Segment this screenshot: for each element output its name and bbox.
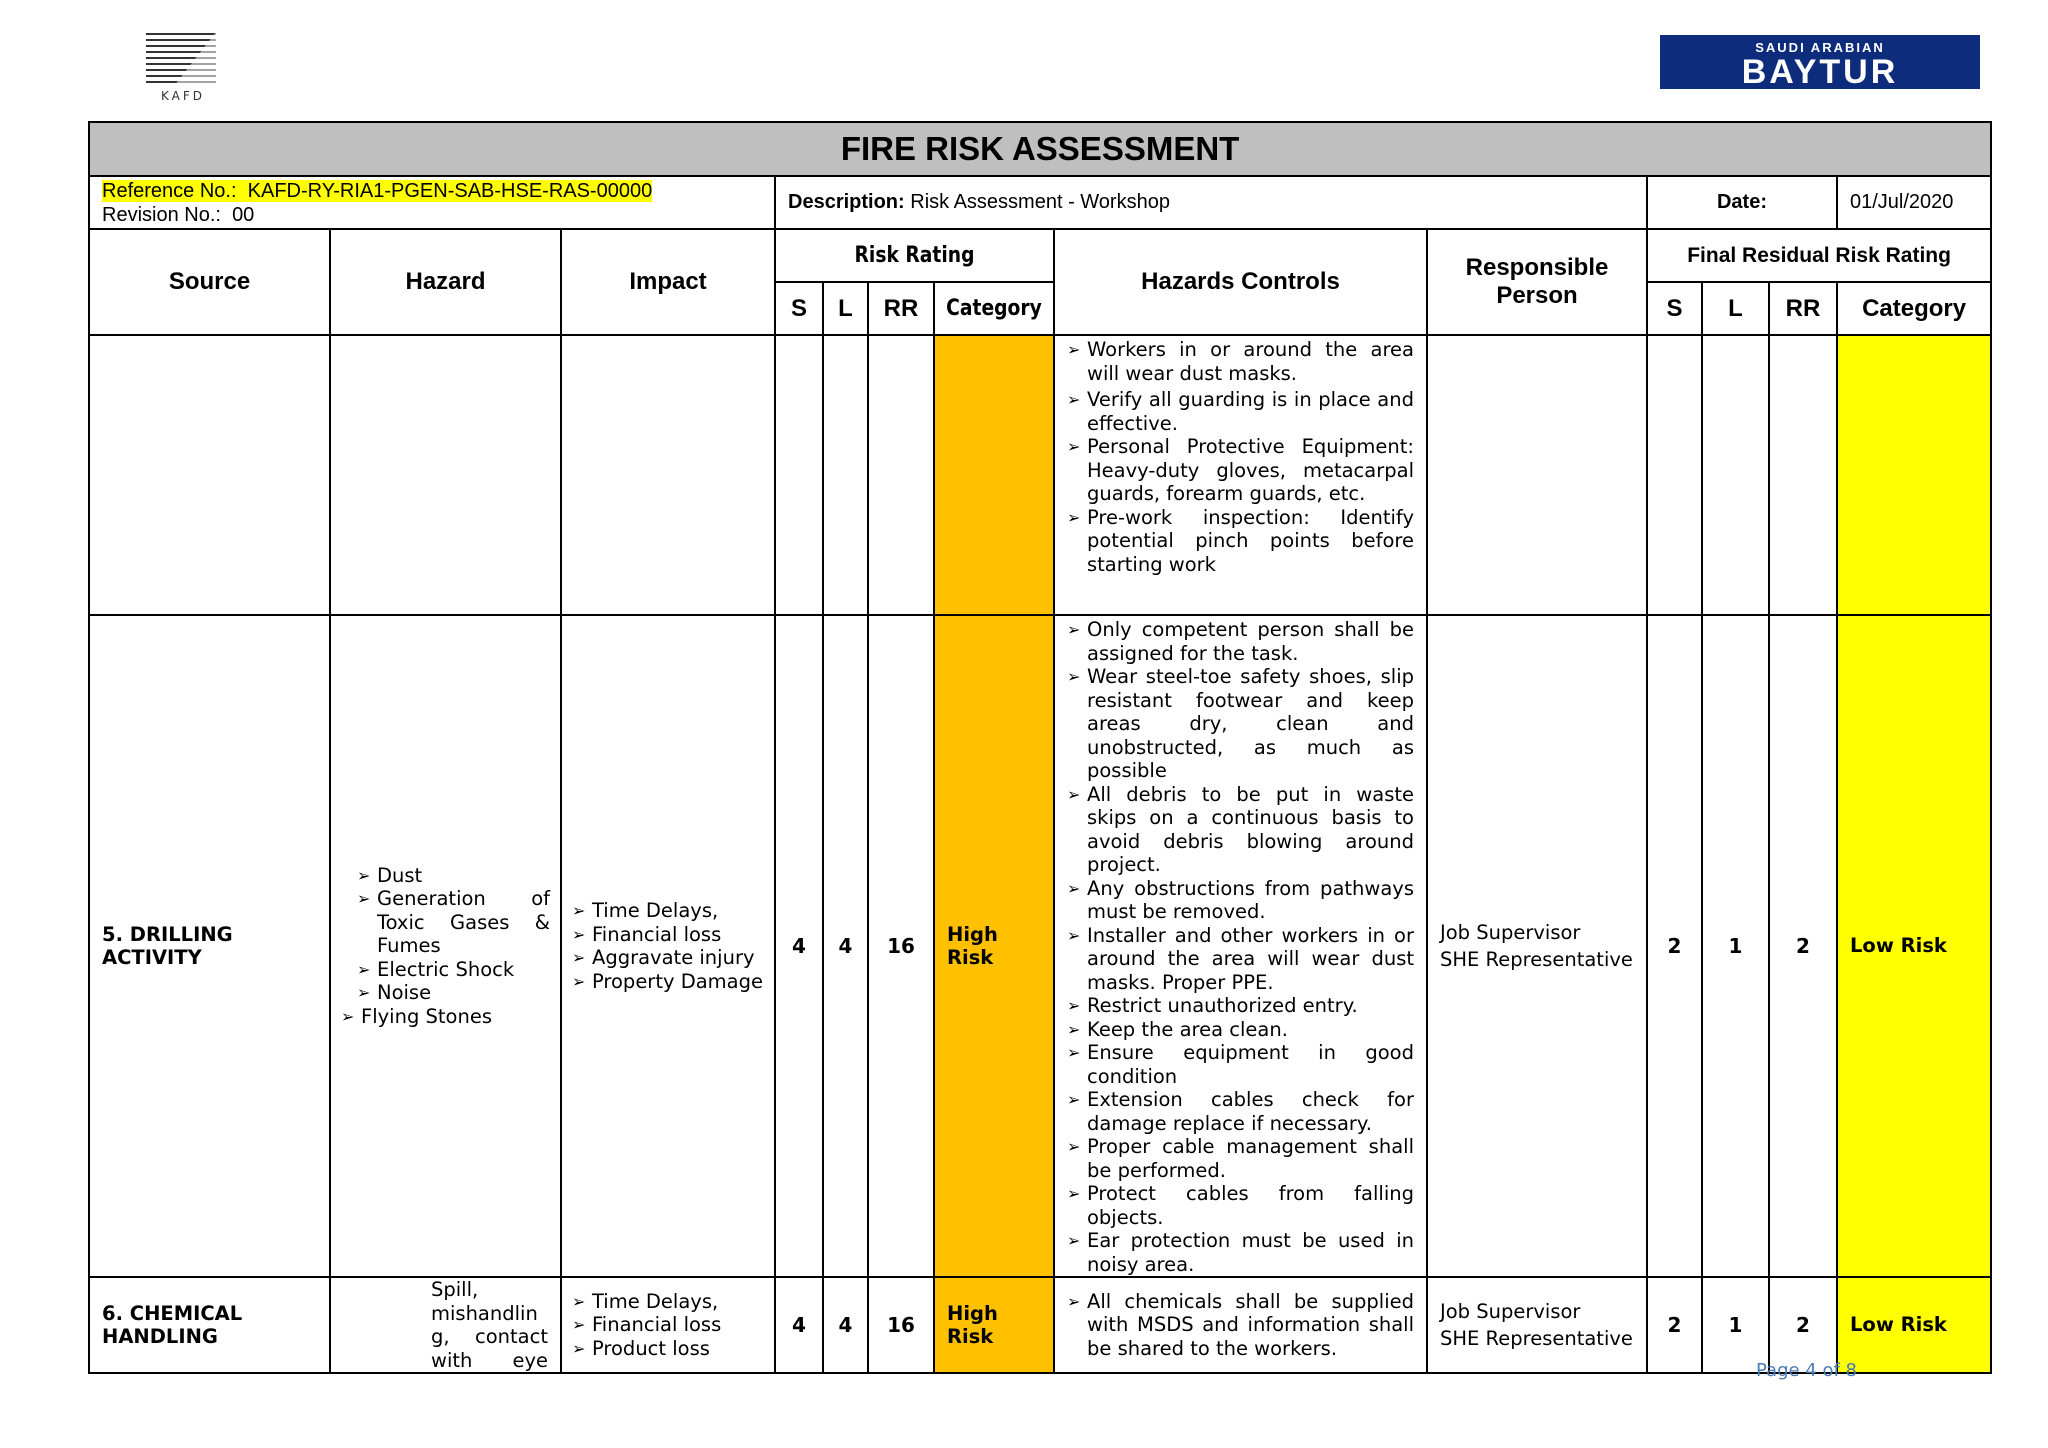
list-item: ➢ Time Delays,	[572, 1290, 764, 1314]
date-label: Date:	[1647, 176, 1837, 229]
list-item: ➢ Verify all guarding is in place and effective.	[1067, 388, 1414, 435]
reference-label: Reference No.:	[102, 179, 237, 202]
row1-l: 4	[823, 615, 868, 1277]
list-item: ➢ Proper cable management shall be performed.	[1067, 1135, 1414, 1182]
header-final-category: Category	[1837, 282, 1991, 335]
list-item: ➢ Financial loss	[572, 1313, 764, 1337]
row0-s	[775, 335, 823, 615]
risk-assessment-table	[88, 121, 1992, 1374]
row0-hazard	[330, 335, 561, 615]
date-value: 01/Jul/2020	[1837, 176, 1991, 229]
page-number: Page 4 of 8	[1756, 1360, 1857, 1381]
reference-cell	[89, 176, 775, 229]
header-risk-rating-cell	[775, 229, 1054, 282]
table-row	[89, 615, 1991, 1277]
list-item: ➢ All chemicals shall be supplied with MSDS and information shall be shared to the workers.	[1067, 1290, 1414, 1361]
reference-value: KAFD-RY-RIA1-PGEN-SAB-HSE-RAS-00000	[247, 179, 653, 202]
revision-value: 00	[232, 203, 255, 226]
description-cell	[775, 176, 1647, 229]
row2-source: 6. CHEMICAL HANDLING	[89, 1277, 330, 1373]
row1-final-s: 2	[1647, 615, 1702, 1277]
list-item: ➢ Property Damage	[572, 970, 764, 994]
row1-rr: 16	[868, 615, 934, 1277]
svg-text:KAFD: KAFD	[160, 89, 206, 103]
row1-controls	[1054, 615, 1427, 1277]
list-item: ➢ Pre-work inspection: Identify potential pinch points before starting work	[1067, 506, 1414, 577]
row1-source: 5. DRILLING ACTIVITY	[89, 615, 330, 1277]
revision-label: Revision No.:	[102, 203, 221, 226]
list-item: ➢ Product loss	[572, 1337, 764, 1361]
row0-impact	[561, 335, 775, 615]
row2-l: 4	[823, 1277, 868, 1373]
row2-impact	[561, 1277, 775, 1373]
list-item: ➢ Generation of Toxic Gases & Fumes	[357, 887, 550, 958]
list-item: ➢ Protect cables from falling objects.	[1067, 1182, 1414, 1229]
header-rr: RR	[868, 282, 934, 335]
row2-s: 4	[775, 1277, 823, 1373]
list-item: ➢ Workers in or around the area will wear dust masks.	[1067, 338, 1414, 385]
row0-rr	[868, 335, 934, 615]
row0-controls	[1054, 335, 1427, 615]
table-row	[89, 335, 1991, 615]
list-item: ➢ All debris to be put in waste skips on a continuous basis to avoid debris blowing around project.	[1067, 783, 1414, 877]
row1-impact	[561, 615, 775, 1277]
responsible-line: Job Supervisor	[1440, 1300, 1581, 1323]
list-item: ➢ Financial loss	[572, 923, 764, 947]
list-item: ➢ Installer and other workers in or around the area will wear dust masks. Proper PPE.	[1067, 924, 1414, 995]
row0-final-s	[1647, 335, 1702, 615]
baytur-logo-main: BAYTUR	[1741, 53, 1899, 91]
row0-final-l	[1702, 335, 1769, 615]
row2-final-category: Low Risk	[1837, 1277, 1991, 1373]
row1-hazard	[330, 615, 561, 1277]
row2-hazard: Spill, mishandlin g, contact with eye	[330, 1277, 561, 1373]
row2-rr: 16	[868, 1277, 934, 1373]
header-controls: Hazards Controls	[1054, 229, 1427, 335]
header-s: S	[775, 282, 823, 335]
responsible-line: SHE Representative	[1440, 948, 1633, 971]
row2-final-l: 1	[1702, 1277, 1769, 1373]
row2-final-rr: 2	[1769, 1277, 1837, 1373]
header-source: Source	[89, 229, 330, 335]
table-row	[89, 1277, 1991, 1373]
header-final-l: L	[1702, 282, 1769, 335]
row1-final-category: Low Risk	[1837, 615, 1991, 1277]
baytur-logo-sub: SAUDI ARABIAN	[1755, 40, 1885, 55]
header-l: L	[823, 282, 868, 335]
header-final-s: S	[1647, 282, 1702, 335]
header-category: Category	[946, 296, 1042, 321]
row1-final-l: 1	[1702, 615, 1769, 1277]
row2-category: High Risk	[934, 1277, 1054, 1373]
list-item: ➢ Personal Protective Equipment: Heavy-duty gloves, metacarpal guards, forearm guards, etc.	[1067, 435, 1414, 506]
responsible-line: SHE Representative	[1440, 1327, 1633, 1350]
description-label: Description:	[788, 191, 905, 213]
row1-responsible	[1427, 615, 1647, 1277]
header-category-cell	[934, 282, 1054, 335]
row0-category	[934, 335, 1054, 615]
list-item: ➢ Time Delays,	[572, 899, 764, 923]
header-final-rr: RR	[1769, 282, 1837, 335]
list-item: ➢ Ensure equipment in good condition	[1067, 1041, 1414, 1088]
list-item: ➢ Aggravate injury	[572, 946, 764, 970]
list-item: ➢ Only competent person shall be assigned for the task.	[1067, 618, 1414, 665]
header-impact: Impact	[561, 229, 775, 335]
list-item: ➢ Keep the area clean.	[1067, 1018, 1414, 1042]
row0-final-category	[1837, 335, 1991, 615]
row2-responsible	[1427, 1277, 1647, 1373]
row2-final-s: 2	[1647, 1277, 1702, 1373]
header-responsible: Responsible Person	[1427, 229, 1647, 335]
list-item: ➢ Dust	[357, 864, 550, 888]
row0-source	[89, 335, 330, 615]
header-final-residual: Final Residual Risk Rating	[1647, 229, 1991, 282]
row2-controls	[1054, 1277, 1427, 1373]
list-item: ➢ Wear steel-toe safety shoes, slip resistant footwear and keep areas dry, clean and unobstructed, as much as possible	[1067, 665, 1414, 783]
row0-l	[823, 335, 868, 615]
baytur-logo	[1660, 35, 1980, 89]
row1-s: 4	[775, 615, 823, 1277]
document-title: FIRE RISK ASSESSMENT	[89, 122, 1991, 176]
row1-category: High Risk	[934, 615, 1054, 1277]
list-item: ➢ Ear protection must be used in noisy area.	[1067, 1229, 1414, 1276]
row0-final-rr	[1769, 335, 1837, 615]
row0-responsible	[1427, 335, 1647, 615]
responsible-line: Job Supervisor	[1440, 921, 1581, 944]
header-hazard: Hazard	[330, 229, 561, 335]
row1-final-rr: 2	[1769, 615, 1837, 1277]
header-risk-rating: Risk Rating	[854, 243, 975, 268]
list-item: ➢ Any obstructions from pathways must be removed.	[1067, 877, 1414, 924]
description-value: Risk Assessment - Workshop	[910, 191, 1170, 213]
list-item: ➢ Electric Shock	[357, 958, 550, 982]
list-item: ➢ Extension cables check for damage replace if necessary.	[1067, 1088, 1414, 1135]
list-item: ➢ Flying Stones	[341, 1005, 550, 1029]
list-item: ➢ Restrict unauthorized entry.	[1067, 994, 1414, 1018]
list-item: ➢ Noise	[357, 981, 550, 1005]
kafd-logo	[144, 28, 222, 106]
